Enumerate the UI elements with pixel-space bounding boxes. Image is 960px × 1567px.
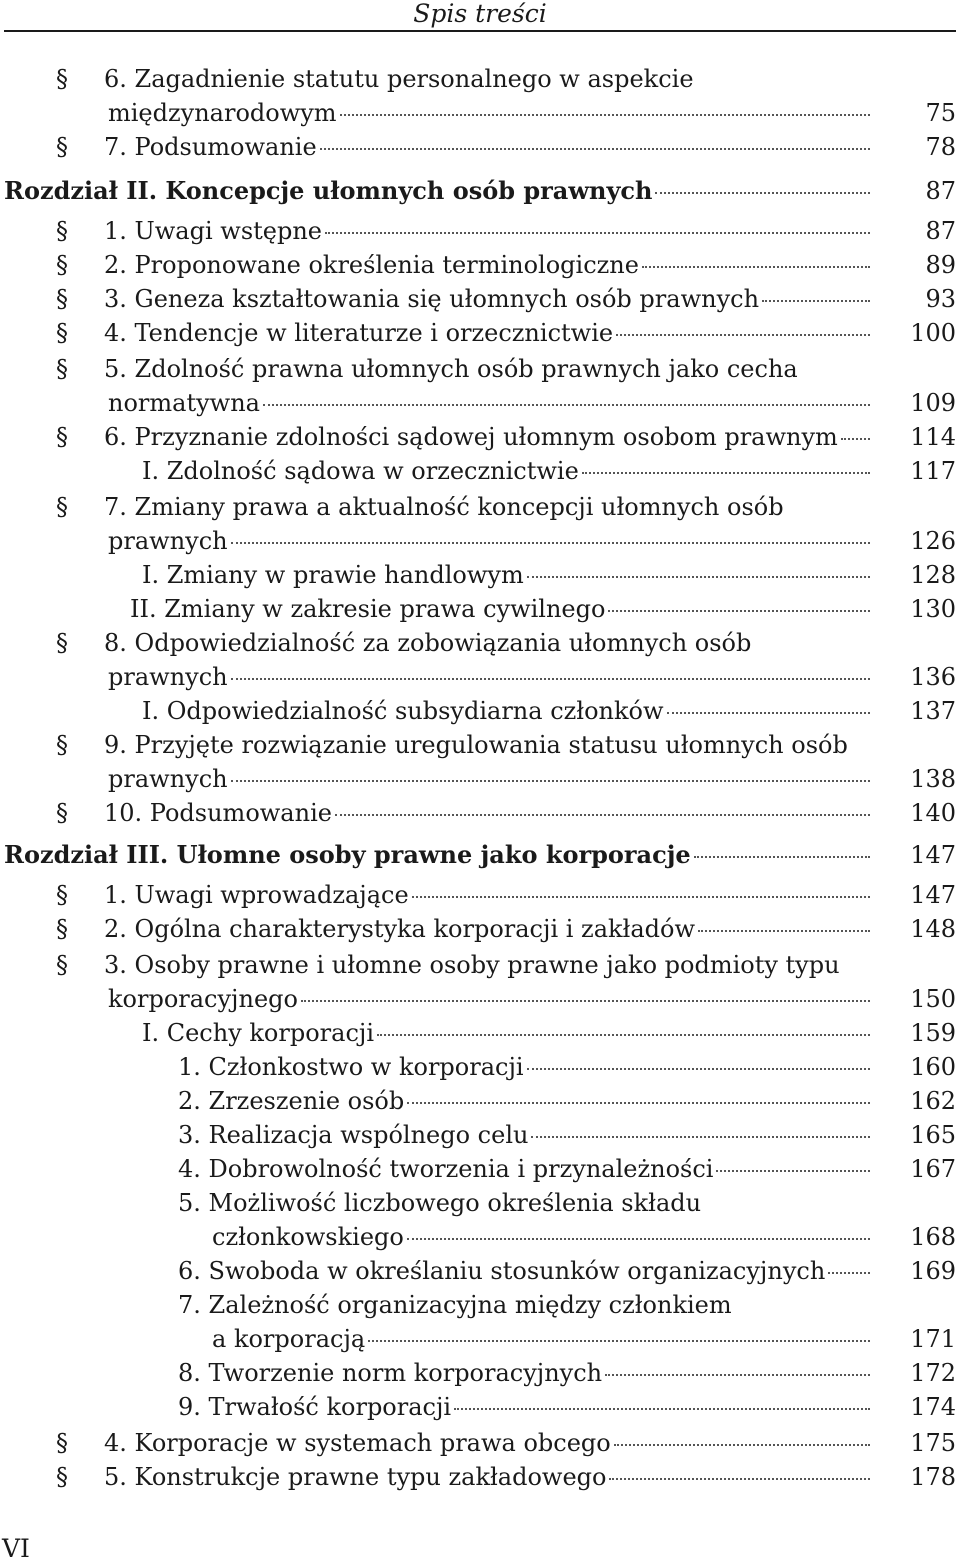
entry-title: 7. Zmiany prawa a aktualność koncepcji ułomnych osób <box>104 493 784 521</box>
toc-entry <box>0 558 960 592</box>
entry-page-number: 93 <box>925 285 956 313</box>
section-sign-icon: § <box>56 951 68 979</box>
entry-title: członkowskiego <box>212 1223 404 1251</box>
entry-page-number: 174 <box>910 1393 956 1421</box>
section-sign-icon: § <box>56 319 68 347</box>
section-sign-icon: § <box>56 423 68 451</box>
toc-entry <box>0 1254 960 1288</box>
entry-title: I. Zmiany w prawie handlowym <box>142 561 524 589</box>
dot-leader <box>407 1102 870 1104</box>
dot-leader <box>231 542 870 544</box>
toc-entry <box>0 1084 960 1118</box>
entry-title: prawnych <box>108 527 228 555</box>
dot-leader <box>325 232 870 234</box>
toc-entry <box>0 1322 960 1356</box>
dot-leader <box>263 404 870 406</box>
entry-title: 8. Odpowiedzialność za zobowiązania ułomnych osób <box>104 629 752 657</box>
dot-leader <box>762 300 870 302</box>
toc-entry <box>0 1050 960 1084</box>
entry-page-number: 147 <box>910 881 956 909</box>
section-sign-icon: § <box>56 133 68 161</box>
entry-title: normatywna <box>108 389 260 417</box>
section-sign-icon: § <box>56 881 68 909</box>
running-head: Spis treści <box>413 0 547 28</box>
section-sign-icon: § <box>56 915 68 943</box>
entry-page-number: 136 <box>910 663 956 691</box>
entry-page-number: 165 <box>910 1121 956 1149</box>
toc-entry <box>0 1356 960 1390</box>
entry-title: 3. Geneza kształtowania się ułomnych osób prawnych <box>104 285 760 313</box>
entry-page-number: 75 <box>925 99 956 127</box>
entry-title: 1. Uwagi wstępne <box>104 217 323 245</box>
page-header <box>0 0 960 32</box>
toc-entry <box>0 1152 960 1186</box>
entry-page-number: 171 <box>910 1325 956 1353</box>
toc-entry <box>0 316 960 350</box>
toc-entry <box>0 524 960 558</box>
entry-title: I. Odpowiedzialność subsydiarna członków <box>142 697 664 725</box>
dot-leader <box>377 1034 870 1036</box>
section-sign-icon: § <box>56 799 68 827</box>
dot-leader <box>694 856 870 858</box>
entry-title: 5. Konstrukcje prawne typu zakładowego <box>104 1463 607 1491</box>
entry-title: 9. Przyjęte rozwiązanie uregulowania statusu ułomnych osób <box>104 731 848 759</box>
toc-entry <box>0 1460 960 1494</box>
dot-leader <box>608 610 870 612</box>
toc-entry <box>0 282 960 316</box>
entry-title: 4. Dobrowolność tworzenia i przynależności <box>178 1155 714 1183</box>
toc-entry <box>0 1426 960 1460</box>
entry-title: 8. Tworzenie norm korporacyjnych <box>178 1359 603 1387</box>
dot-leader <box>716 1170 870 1172</box>
toc-entry <box>0 1118 960 1152</box>
entry-title: 7. Zależność organizacyjna między członkiem <box>178 1291 732 1319</box>
entry-page-number: 114 <box>910 423 956 451</box>
entry-title: 3. Realizacja wspólnego celu <box>178 1121 529 1149</box>
entry-page-number: 126 <box>910 527 956 555</box>
entry-title: I. Cechy korporacji <box>142 1019 375 1047</box>
entry-page-number: 150 <box>910 985 956 1013</box>
dot-leader <box>231 780 870 782</box>
toc-entry <box>0 386 960 420</box>
entry-title: 2. Proponowane określenia terminologiczne <box>104 251 639 279</box>
entry-title: 4. Korporacje w systemach prawa obcego <box>104 1429 611 1457</box>
entry-page-number: 89 <box>925 251 956 279</box>
entry-page-number: 109 <box>910 389 956 417</box>
toc-entry <box>0 1390 960 1424</box>
entry-page-number: 148 <box>910 915 956 943</box>
dot-leader <box>841 438 870 440</box>
section-sign-icon: § <box>56 629 68 657</box>
page-number: VI <box>2 1534 30 1563</box>
entry-title: prawnych <box>108 663 228 691</box>
section-sign-icon: § <box>56 1429 68 1457</box>
toc-entry <box>0 1186 960 1220</box>
entry-title: 6. Przyznanie zdolności sądowej ułomnym osobom prawnym <box>104 423 838 451</box>
section-sign-icon: § <box>56 285 68 313</box>
dot-leader <box>609 1478 870 1480</box>
entry-title: 6. Zagadnienie statutu personalnego w aspekcie <box>104 65 694 93</box>
chapter-title: Rozdział III. Ułomne osoby prawne jako korporacje <box>4 840 691 869</box>
toc-entry <box>0 878 960 912</box>
entry-title: 5. Zdolność prawna ułomnych osób prawnych jako cecha <box>104 355 798 383</box>
toc-entry <box>0 796 960 830</box>
dot-leader <box>667 712 870 714</box>
toc-entry <box>0 626 960 660</box>
toc-entry <box>0 62 960 96</box>
entry-page-number: 128 <box>910 561 956 589</box>
entry-title: 3. Osoby prawne i ułomne osoby prawne jako podmioty typu <box>104 951 840 979</box>
toc-entry <box>0 1288 960 1322</box>
dot-leader <box>614 1444 870 1446</box>
entry-page-number: 172 <box>910 1359 956 1387</box>
chapter-entry <box>0 174 960 208</box>
entry-page-number: 168 <box>910 1223 956 1251</box>
dot-leader <box>301 1000 870 1002</box>
entry-page-number: 87 <box>925 217 956 245</box>
entry-title: 4. Tendencje w literaturze i orzecznictwie <box>104 319 614 347</box>
entry-page-number: 178 <box>910 1463 956 1491</box>
toc-entry <box>0 948 960 982</box>
dot-leader <box>231 678 870 680</box>
entry-page-number: 175 <box>910 1429 956 1457</box>
entry-title: II. Zmiany w zakresie prawa cywilnego <box>130 595 606 623</box>
entry-page-number: 160 <box>910 1053 956 1081</box>
header-rule <box>4 30 956 32</box>
entry-title: a korporacją <box>212 1325 366 1353</box>
toc-entry <box>0 420 960 454</box>
section-sign-icon: § <box>56 1463 68 1491</box>
entry-page-number: 140 <box>910 799 956 827</box>
toc-entry <box>0 490 960 524</box>
entry-title: 1. Uwagi wprowadzające <box>104 881 409 909</box>
entry-title: 5. Możliwość liczbowego określenia składu <box>178 1189 702 1217</box>
entry-page-number: 138 <box>910 765 956 793</box>
dot-leader <box>605 1374 870 1376</box>
toc-entry <box>0 728 960 762</box>
entry-page-number: 78 <box>925 133 956 161</box>
dot-leader <box>454 1408 870 1410</box>
toc-entry <box>0 214 960 248</box>
entry-page-number: 162 <box>910 1087 956 1115</box>
section-sign-icon: § <box>56 217 68 245</box>
entry-page-number: 147 <box>910 841 956 869</box>
dot-leader <box>340 114 870 116</box>
toc-entry <box>0 1016 960 1050</box>
entry-page-number: 87 <box>925 177 956 205</box>
dot-leader <box>320 148 870 150</box>
dot-leader <box>527 576 870 578</box>
toc-entry <box>0 96 960 130</box>
entry-title: prawnych <box>108 765 228 793</box>
entry-page-number: 169 <box>910 1257 956 1285</box>
toc-entry <box>0 1220 960 1254</box>
entry-page-number: 159 <box>910 1019 956 1047</box>
toc-entry <box>0 248 960 282</box>
entry-page-number: 100 <box>910 319 956 347</box>
dot-leader <box>531 1136 870 1138</box>
entry-title: 1. Członkostwo w korporacji <box>178 1053 524 1081</box>
section-sign-icon: § <box>56 493 68 521</box>
entry-title: 10. Podsumowanie <box>104 799 332 827</box>
toc-entry <box>0 352 960 386</box>
dot-leader <box>368 1340 870 1342</box>
toc-entry <box>0 660 960 694</box>
dot-leader <box>335 814 870 816</box>
toc-entry <box>0 762 960 796</box>
chapter-entry <box>0 838 960 872</box>
dot-leader <box>642 266 870 268</box>
dot-leader <box>698 930 870 932</box>
entry-page-number: 117 <box>910 457 956 485</box>
section-sign-icon: § <box>56 65 68 93</box>
entry-title: międzynarodowym <box>108 99 337 127</box>
dot-leader <box>616 334 870 336</box>
entry-title: korporacyjnego <box>108 985 298 1013</box>
dot-leader <box>412 896 870 898</box>
entry-page-number: 137 <box>910 697 956 725</box>
dot-leader <box>527 1068 870 1070</box>
toc-entry <box>0 912 960 946</box>
entry-title: 6. Swoboda w określaniu stosunków organizacyjnych <box>178 1257 826 1285</box>
entry-title: 7. Podsumowanie <box>104 133 317 161</box>
toc-entry <box>0 694 960 728</box>
section-sign-icon: § <box>56 731 68 759</box>
entry-title: 2. Zrzeszenie osób <box>178 1087 405 1115</box>
toc-entry <box>0 982 960 1016</box>
entry-page-number: 130 <box>910 595 956 623</box>
entry-page-number: 167 <box>910 1155 956 1183</box>
dot-leader <box>655 192 870 194</box>
toc-entry <box>0 130 960 164</box>
entry-title: 9. Trwałość korporacji <box>178 1393 452 1421</box>
toc-entry <box>0 454 960 488</box>
dot-leader <box>828 1272 870 1274</box>
dot-leader <box>582 472 870 474</box>
toc-entry <box>0 592 960 626</box>
entry-title: 2. Ogólna charakterystyka korporacji i zakładów <box>104 915 695 943</box>
section-sign-icon: § <box>56 251 68 279</box>
dot-leader <box>407 1238 870 1240</box>
entry-title: I. Zdolność sądowa w orzecznictwie <box>142 457 579 485</box>
chapter-title: Rozdział II. Koncepcje ułomnych osób prawnych <box>4 176 653 205</box>
section-sign-icon: § <box>56 355 68 383</box>
